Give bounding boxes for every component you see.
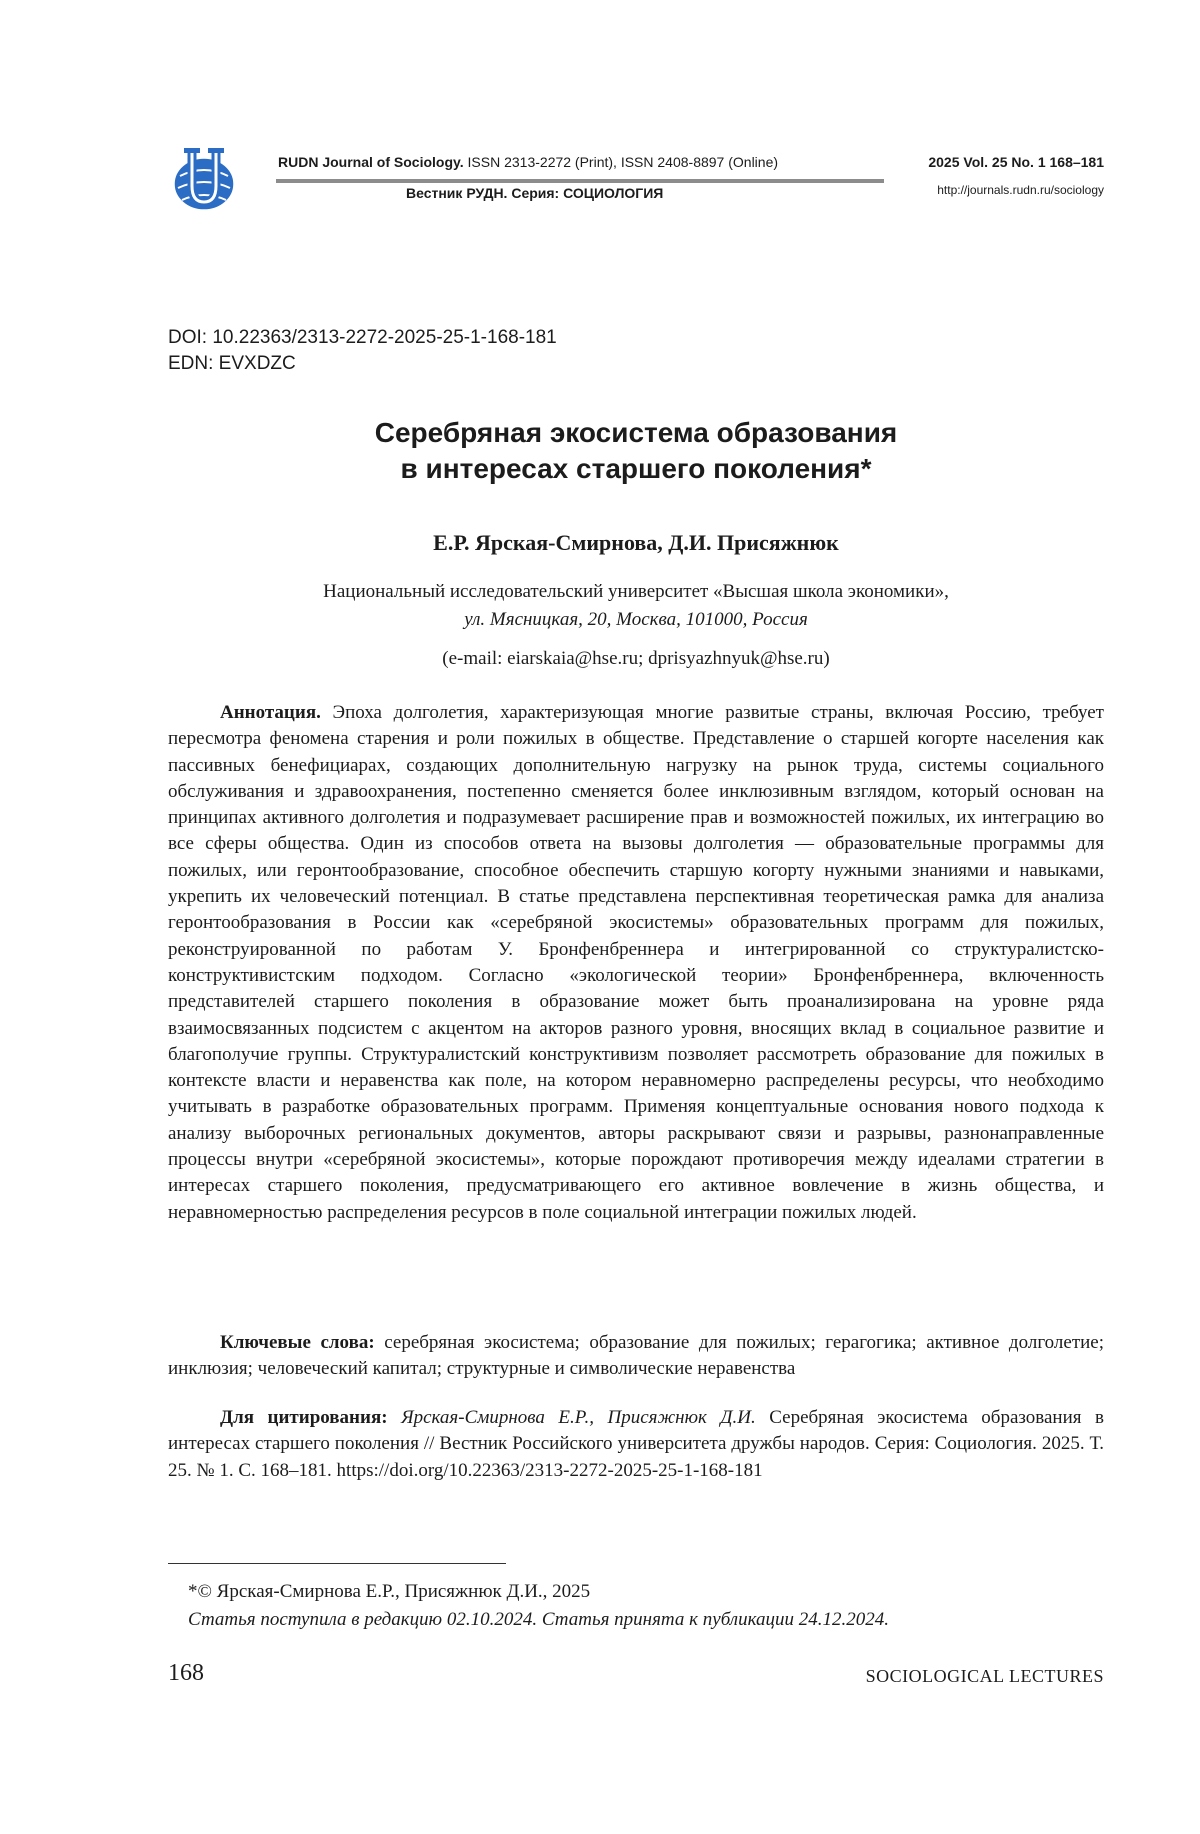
authors: Е.Р. Ярская-Смирнова, Д.И. Присяжнюк bbox=[433, 530, 839, 555]
journal-url[interactable]: http://journals.rudn.ru/sociology bbox=[937, 183, 1104, 197]
abstract bbox=[168, 700, 1104, 1226]
article-title: Серебряная экосистема образования в интересах старшего поколения* bbox=[374, 417, 898, 484]
keywords-text: серебряная экосистема; образование для пожилых; герагогика; активное долголетие; инклюзия; человеческий капитал; структурные и символические неравенства bbox=[168, 1332, 1105, 1380]
page-number: 168 bbox=[168, 1660, 204, 1686]
doi[interactable]: DOI: 10.22363/2313-2272-2025-25-1-168-181 bbox=[168, 327, 557, 348]
author-emails: (e-mail: eiarskaia@hse.ru; dprisyazhnyuk@hse.ru) bbox=[442, 648, 830, 669]
keywords-label: Ключевые слова: bbox=[220, 1332, 375, 1353]
journal-title-en: RUDN Journal of Sociology. ISSN 2313-2272 (Print), ISSN 2408-8897 (Online) bbox=[278, 154, 779, 170]
affiliation: Национальный исследовательский университет «Высшая школа экономики», ул. Мясницкая, 20, Москва, 101000, Россия bbox=[168, 578, 1104, 634]
keywords bbox=[168, 1330, 1104, 1383]
identifiers bbox=[168, 325, 557, 377]
submission-dates: Статья поступила в редакцию 02.10.2024. Статья принята к публикации 24.12.2024. bbox=[188, 1609, 889, 1630]
section-name: SOCIOLOGICAL LECTURES bbox=[865, 1666, 1104, 1686]
rudn-logo-icon bbox=[170, 146, 240, 216]
copyright: *© Ярская-Смирнова Е.Р., Присяжнюк Д.И., 2025 bbox=[188, 1581, 591, 1602]
header-rule bbox=[276, 179, 884, 183]
abstract-label: Аннотация. bbox=[220, 702, 321, 723]
journal-header bbox=[168, 140, 1104, 210]
citation-authors: Ярская-Смирнова Е.Р., Присяжнюк Д.И. bbox=[387, 1407, 756, 1428]
footnote-rule bbox=[168, 1563, 506, 1564]
volume-info: 2025 Vol. 25 No. 1 168–181 bbox=[928, 154, 1104, 170]
journal-title-ru: Вестник РУДН. Серия: СОЦИОЛОГИЯ bbox=[406, 185, 664, 201]
citation-label: Для цитирования: bbox=[220, 1407, 388, 1428]
address: ул. Мясницкая, 20, Москва, 101000, Россия bbox=[464, 609, 808, 630]
footnote bbox=[168, 1578, 1104, 1634]
edn: EDN: EVXDZC bbox=[168, 353, 296, 374]
citation bbox=[168, 1405, 1104, 1484]
abstract-text: Эпоха долголетия, характеризующая многие развитые страны, включая Россию, требует пересмотра феномена старения и роли пожилых в обществе. Представление о старшей когорте населения как пассивных бенефициарах, создающих дополнительную нагрузку на рынок труда, системы социального обслуживания и здравоохранения, постепенно сменяется более инклюзивным взглядом, который основан на принципах активного долголетия и подразумевает расширение прав и возможностей пожилых, их интеграцию во все сферы общества. Один из способов ответа на вызовы долголетия — образовательные программы для пожилых, или геронтообразование, способное обеспечить старшую когорту нужными знаниями и навыками, укрепить их человеческий потенциал. В статье представлена перспективная теоретическая рамка для анализа геронтообразования в России как «серебряной экосистемы» образовательных программ для пожилых, реконструированной по работам У. Бронфенбреннера и интегрированной со структуралистско-конструктивистским подходом. Согласно «экологической теории» Бронфенбреннера, включенность представителей старшего поколения в образование может быть проанализирована на уровне ряда взаимосвязанных подсистем с акцентом на акторов разного уровня, вносящих вклад в социальное развитие и благополучие группы. Структуралистский конструктивизм позволяет рассмотреть образование для пожилых в контексте власти и неравенства как поле, на котором неравномерно распределены ресурсы, что необходимо учитывать в разработке образовательных программ. Применяя концептуальные основания нового подхода к анализу выборочных региональных документов, авторы раскрывают связи и разрывы, разнонаправленные процессы внутри «серебряной экосистемы», которые порождают противоречия между идеалами стратегии в интересах старшего поколения, предусматривающего его активное вовлечение в жизнь общества, и неравномерностью распределения ресурсов в поле социальной интеграции пожилых людей. bbox=[168, 702, 1104, 1223]
citation-text: Серебряная экосистема образования в интересах старшего поколения // Вестник Российского университета дружбы народов. Серия: Социология. 2025. Т. 25. № 1. С. 168–181. https://doi.org/10.22363/2313-2272-2025-25-1-168-181 bbox=[168, 1407, 1104, 1481]
